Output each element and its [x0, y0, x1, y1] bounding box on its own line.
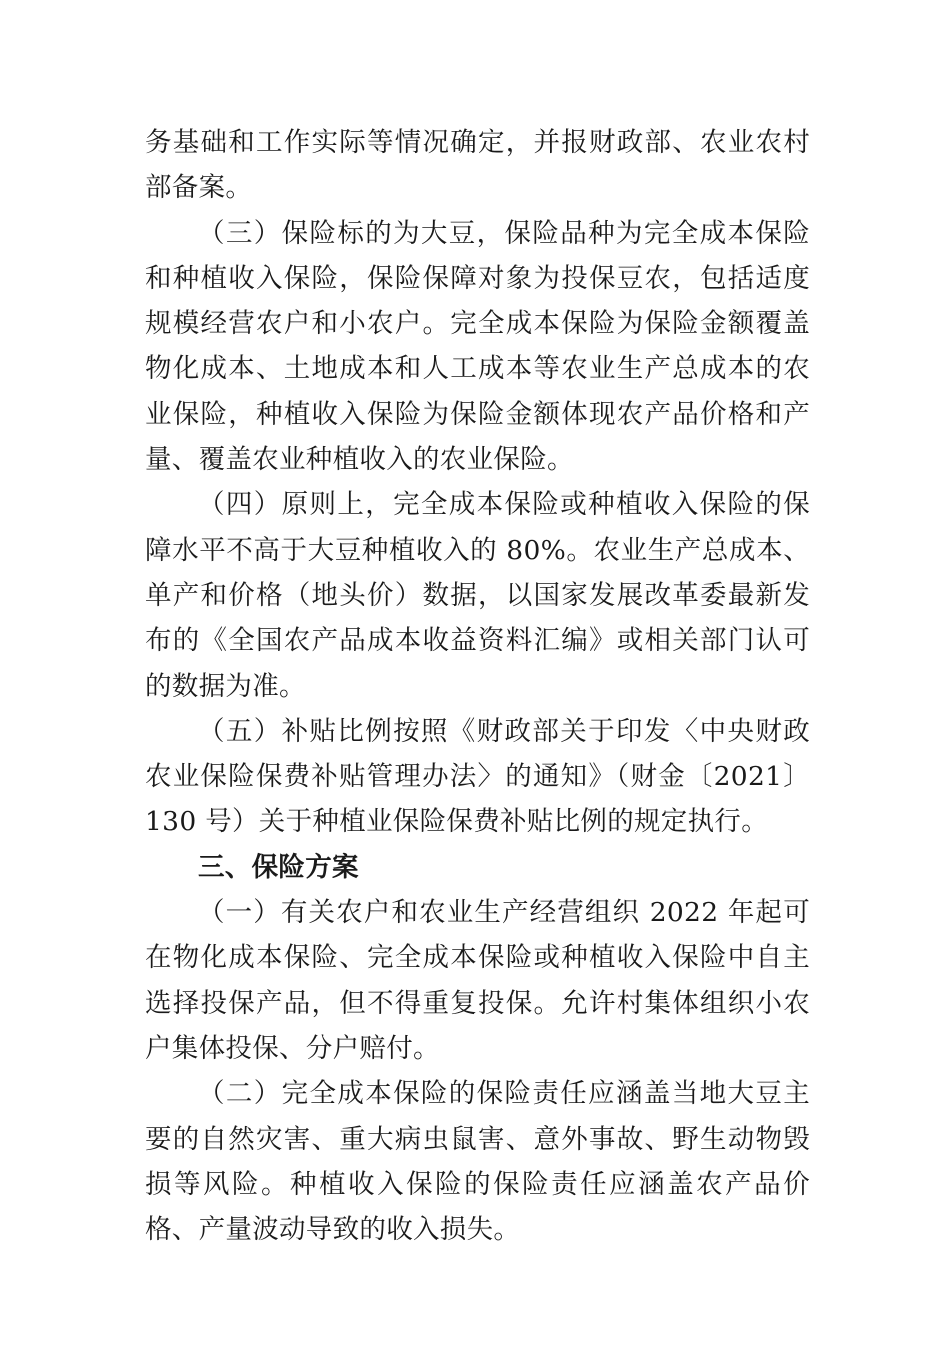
paragraph-item-4: （四）原则上，完全成本保险或种植收入保险的保障水平不高于大豆种植收入的 80%。农业生产总成本、单产和价格（地头价）数据，以国家发展改革委最新发布的《全国农产品成本收益资料汇编》或相关部门认可的数据为准。 — [145, 489, 810, 702]
paragraph-item-5: （五）补贴比例按照《财政部关于印发〈中央财政农业保险保费补贴管理办法〉的通知》（财金〔2021〕130 号）关于种植业保险保费补贴比例的规定执行。 — [145, 715, 810, 838]
section-heading: 三、保险方案 — [198, 851, 359, 883]
document-body — [145, 120, 810, 1252]
paragraph-section-item-2: （二）完全成本保险的保险责任应涵盖当地大豆主要的自然灾害、重大病虫鼠害、意外事故、野生动物毁损等风险。种植收入保险的保险责任应涵盖农产品价格、产量波动导致的收入损失。 — [145, 1078, 810, 1246]
paragraph-continuation: 务基础和工作实际等情况确定，并报财政部、农业农村部备案。 — [145, 127, 810, 204]
paragraph-section-item-1: （一）有关农户和农业生产经营组织 2022 年起可在物化成本保险、完全成本保险或种植收入保险中自主选择投保产品，但不得重复投保。允许村集体组织小农户集体投保、分户赔付。 — [145, 897, 810, 1064]
paragraph-item-3: （三）保险标的为大豆，保险品种为完全成本保险和种植收入保险，保险保障对象为投保豆农，包括适度规模经营农户和小农户。完全成本保险为保险金额覆盖物化成本、土地成本和人工成本等农业生产总成本的农业保险，种植收入保险为保险金额体现农产品价格和产量、覆盖农业种植收入的农业保险。 — [145, 217, 810, 476]
